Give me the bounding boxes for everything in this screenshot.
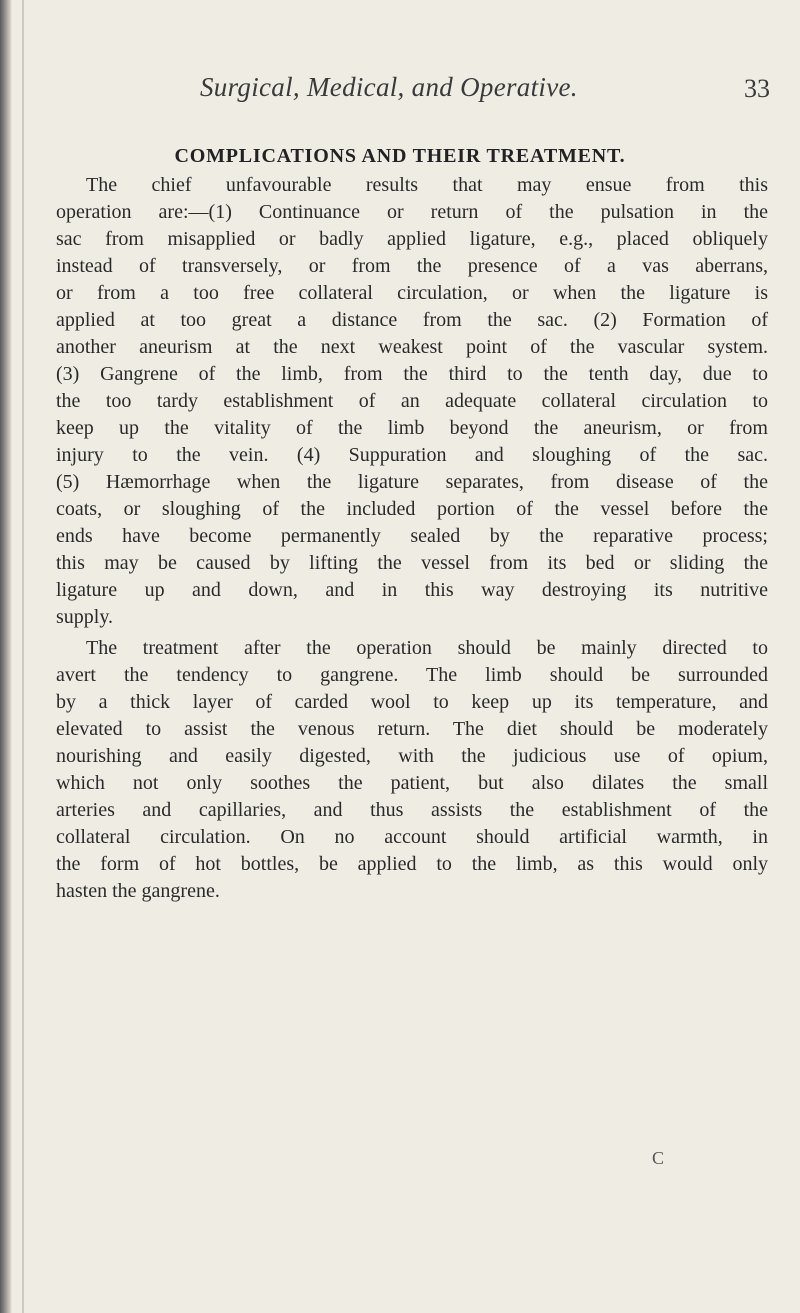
text-line: arteries and capillaries, and thus assists the establishment of the (56, 799, 768, 821)
text-line: this may be caused by lifting the vessel from its bed or sliding the (56, 552, 768, 574)
text-line: The chief unfavourable results that may ensue from this (86, 174, 768, 196)
text-line: applied at too great a distance from the sac. (2) Formation of (56, 309, 768, 331)
text-line: collateral circulation. On no account should artificial warmth, in (56, 826, 768, 848)
text-line: The treatment after the operation should be mainly directed to (86, 637, 768, 659)
text-line: coats, or sloughing of the included portion of the vessel before the (56, 498, 768, 520)
text-line: (5) Hæmorrhage when the ligature separates, from disease of the (56, 471, 768, 493)
text-line: avert the tendency to gangrene. The limb should be surrounded (56, 664, 768, 686)
text-line: instead of transversely, or from the presence of a vas aberrans, (56, 255, 768, 277)
paragraph-complications (56, 172, 768, 631)
text-line: nourishing and easily digested, with the judicious use of opium, (56, 745, 768, 767)
text-line: by a thick layer of carded wool to keep up its temperature, and (56, 691, 768, 713)
running-title: Surgical, Medical, and Operative. (200, 72, 578, 102)
signature-mark: C (652, 1148, 665, 1168)
text-line: ends have become permanently sealed by the reparative process; (56, 525, 768, 547)
text-line: injury to the vein. (4) Suppuration and sloughing of the sac. (56, 444, 768, 466)
text-line: or from a too free collateral circulation, or when the ligature is (56, 282, 768, 304)
text-line: the too tardy establishment of an adequate collateral circulation to (56, 390, 768, 412)
text-line: hasten the gangrene. (56, 880, 220, 902)
text-line: which not only soothes the patient, but also dilates the small (56, 772, 768, 794)
text-line: operation are:—(1) Continuance or return of the pulsation in the (56, 201, 768, 223)
page-binding-edge (0, 0, 12, 1313)
paragraph-treatment (56, 635, 768, 905)
body-text (56, 172, 768, 905)
page-number: 33 (744, 74, 770, 103)
text-line: (3) Gangrene of the limb, from the third to the tenth day, due to (56, 363, 768, 385)
text-line: supply. (56, 606, 114, 628)
section-heading: COMPLICATIONS AND THEIR TREATMENT. (174, 145, 626, 167)
text-line: sac from misapplied or badly applied ligature, e.g., placed obliquely (56, 228, 768, 250)
text-line: the form of hot bottles, be applied to the limb, as this would only (56, 853, 768, 875)
text-line: another aneurism at the next weakest point of the vascular system. (56, 336, 768, 358)
running-head (200, 72, 780, 112)
text-line: ligature up and down, and in this way destroying its nutritive (56, 579, 768, 601)
text-line: elevated to assist the venous return. The diet should be moderately (56, 718, 768, 740)
text-line: keep up the vitality of the limb beyond the aneurism, or from (56, 417, 768, 439)
page-gutter-line (22, 0, 24, 1313)
